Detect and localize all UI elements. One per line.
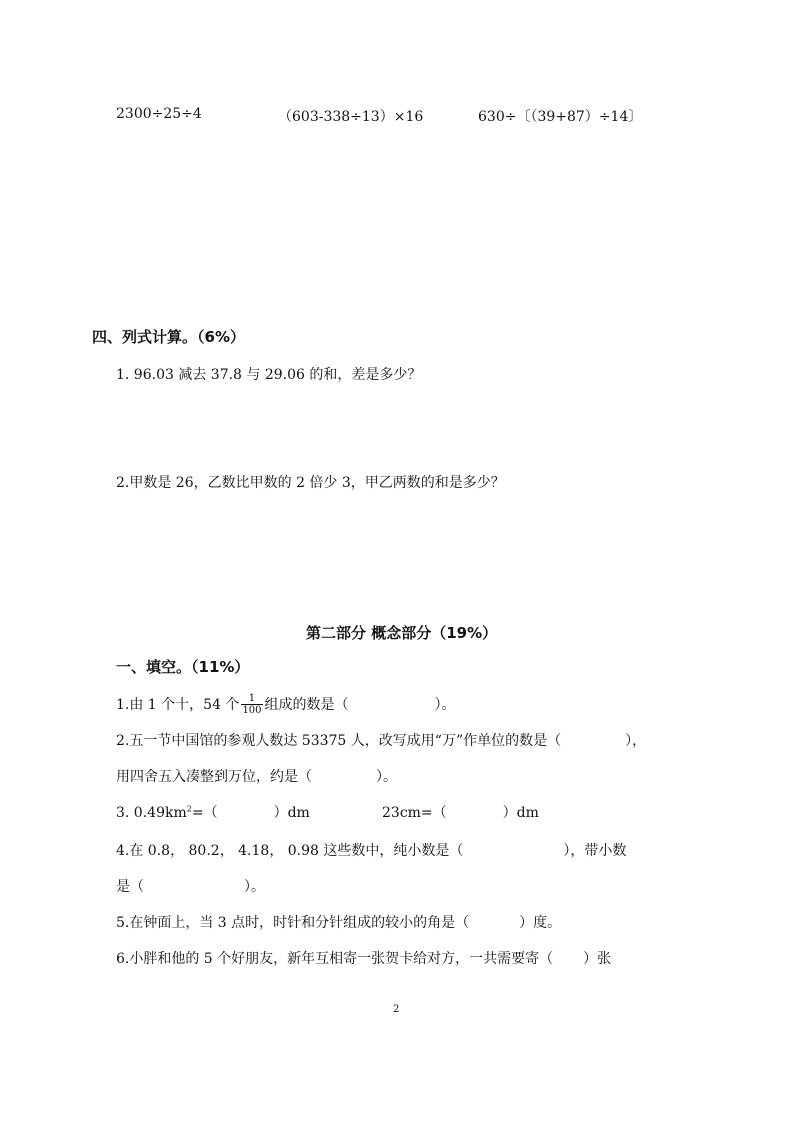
q4-text-d: ）。	[244, 879, 265, 895]
page-number: 2	[393, 1004, 400, 1015]
q3-text-a: 3. 0.49km	[116, 805, 187, 821]
fill-question-2-line-2	[116, 766, 397, 786]
q3-text-e: ）dm	[502, 805, 539, 821]
fill-question-1	[116, 690, 456, 718]
fill-section-title: 一、填空。（11%）	[116, 658, 250, 676]
fill-question-2-line-1	[116, 730, 646, 750]
section4-title: 四、列式计算。（6%）	[92, 328, 245, 346]
q3-superscript: 2	[186, 804, 192, 814]
q5-text-b: ）度。	[519, 915, 562, 931]
fraction-denominator: 100	[242, 704, 262, 716]
part2-title: 第二部分 概念部分（19%）	[306, 624, 498, 642]
fill-question-4-line-1	[116, 840, 626, 860]
q3-text-d: 23cm=（	[382, 805, 447, 821]
fill-question-3-part-2	[382, 802, 539, 822]
q2-text-d: ）。	[376, 769, 397, 785]
section4-question-2: 2.甲数是 26，乙数比甲数的 2 倍少 3，甲乙两数的和是多少？	[116, 475, 505, 491]
q2-text-c: 用四舍五入凑整到万位，约是（	[116, 769, 312, 785]
section4-question-1: 1. 96.03 减去 37.8 与 29.06 的和，差是多少？	[116, 367, 422, 383]
q4-text-a: 4.在 0.8， 80.2， 4.18， 0.98 这些数中，纯小数是（	[116, 843, 464, 859]
q3-text-b: =（	[191, 805, 218, 821]
fill-question-5	[116, 912, 561, 932]
q6-text-a: 6.小胖和他的 5 个好朋友，新年互相寄一张贺卡给对方，一共需要寄（	[116, 951, 554, 967]
fill-question-3	[116, 802, 310, 822]
q1-text-post: 组成的数是（	[264, 697, 349, 713]
fill-question-6	[116, 948, 611, 968]
fraction-1-over-100	[241, 693, 262, 716]
q1-text-end: ）。	[434, 697, 456, 713]
q4-text-c: 是（	[116, 879, 144, 895]
expression-1: 2300÷25÷4	[116, 106, 202, 122]
q4-text-b: ），带小数	[563, 843, 627, 859]
q2-text-a: 2.五一节中国馆的参观人数达 53375 人，改写成用“万”作单位的数是（	[116, 733, 562, 749]
q2-text-b: ），	[625, 733, 647, 749]
q1-text-pre: 1.由 1 个十，54 个	[116, 697, 240, 713]
fill-question-4-line-2	[116, 876, 265, 896]
expression-2: （603-338÷13）×16	[278, 109, 424, 125]
q6-text-b: ）张	[583, 951, 612, 967]
q5-text-a: 5.在钟面上，当 3 点时，时针和分针组成的较小的角是（	[116, 915, 470, 931]
expression-3: 630÷〔（39+87）÷14〕	[478, 109, 643, 125]
fraction-numerator: 1	[241, 693, 262, 705]
q3-text-c: ）dm	[273, 805, 310, 821]
